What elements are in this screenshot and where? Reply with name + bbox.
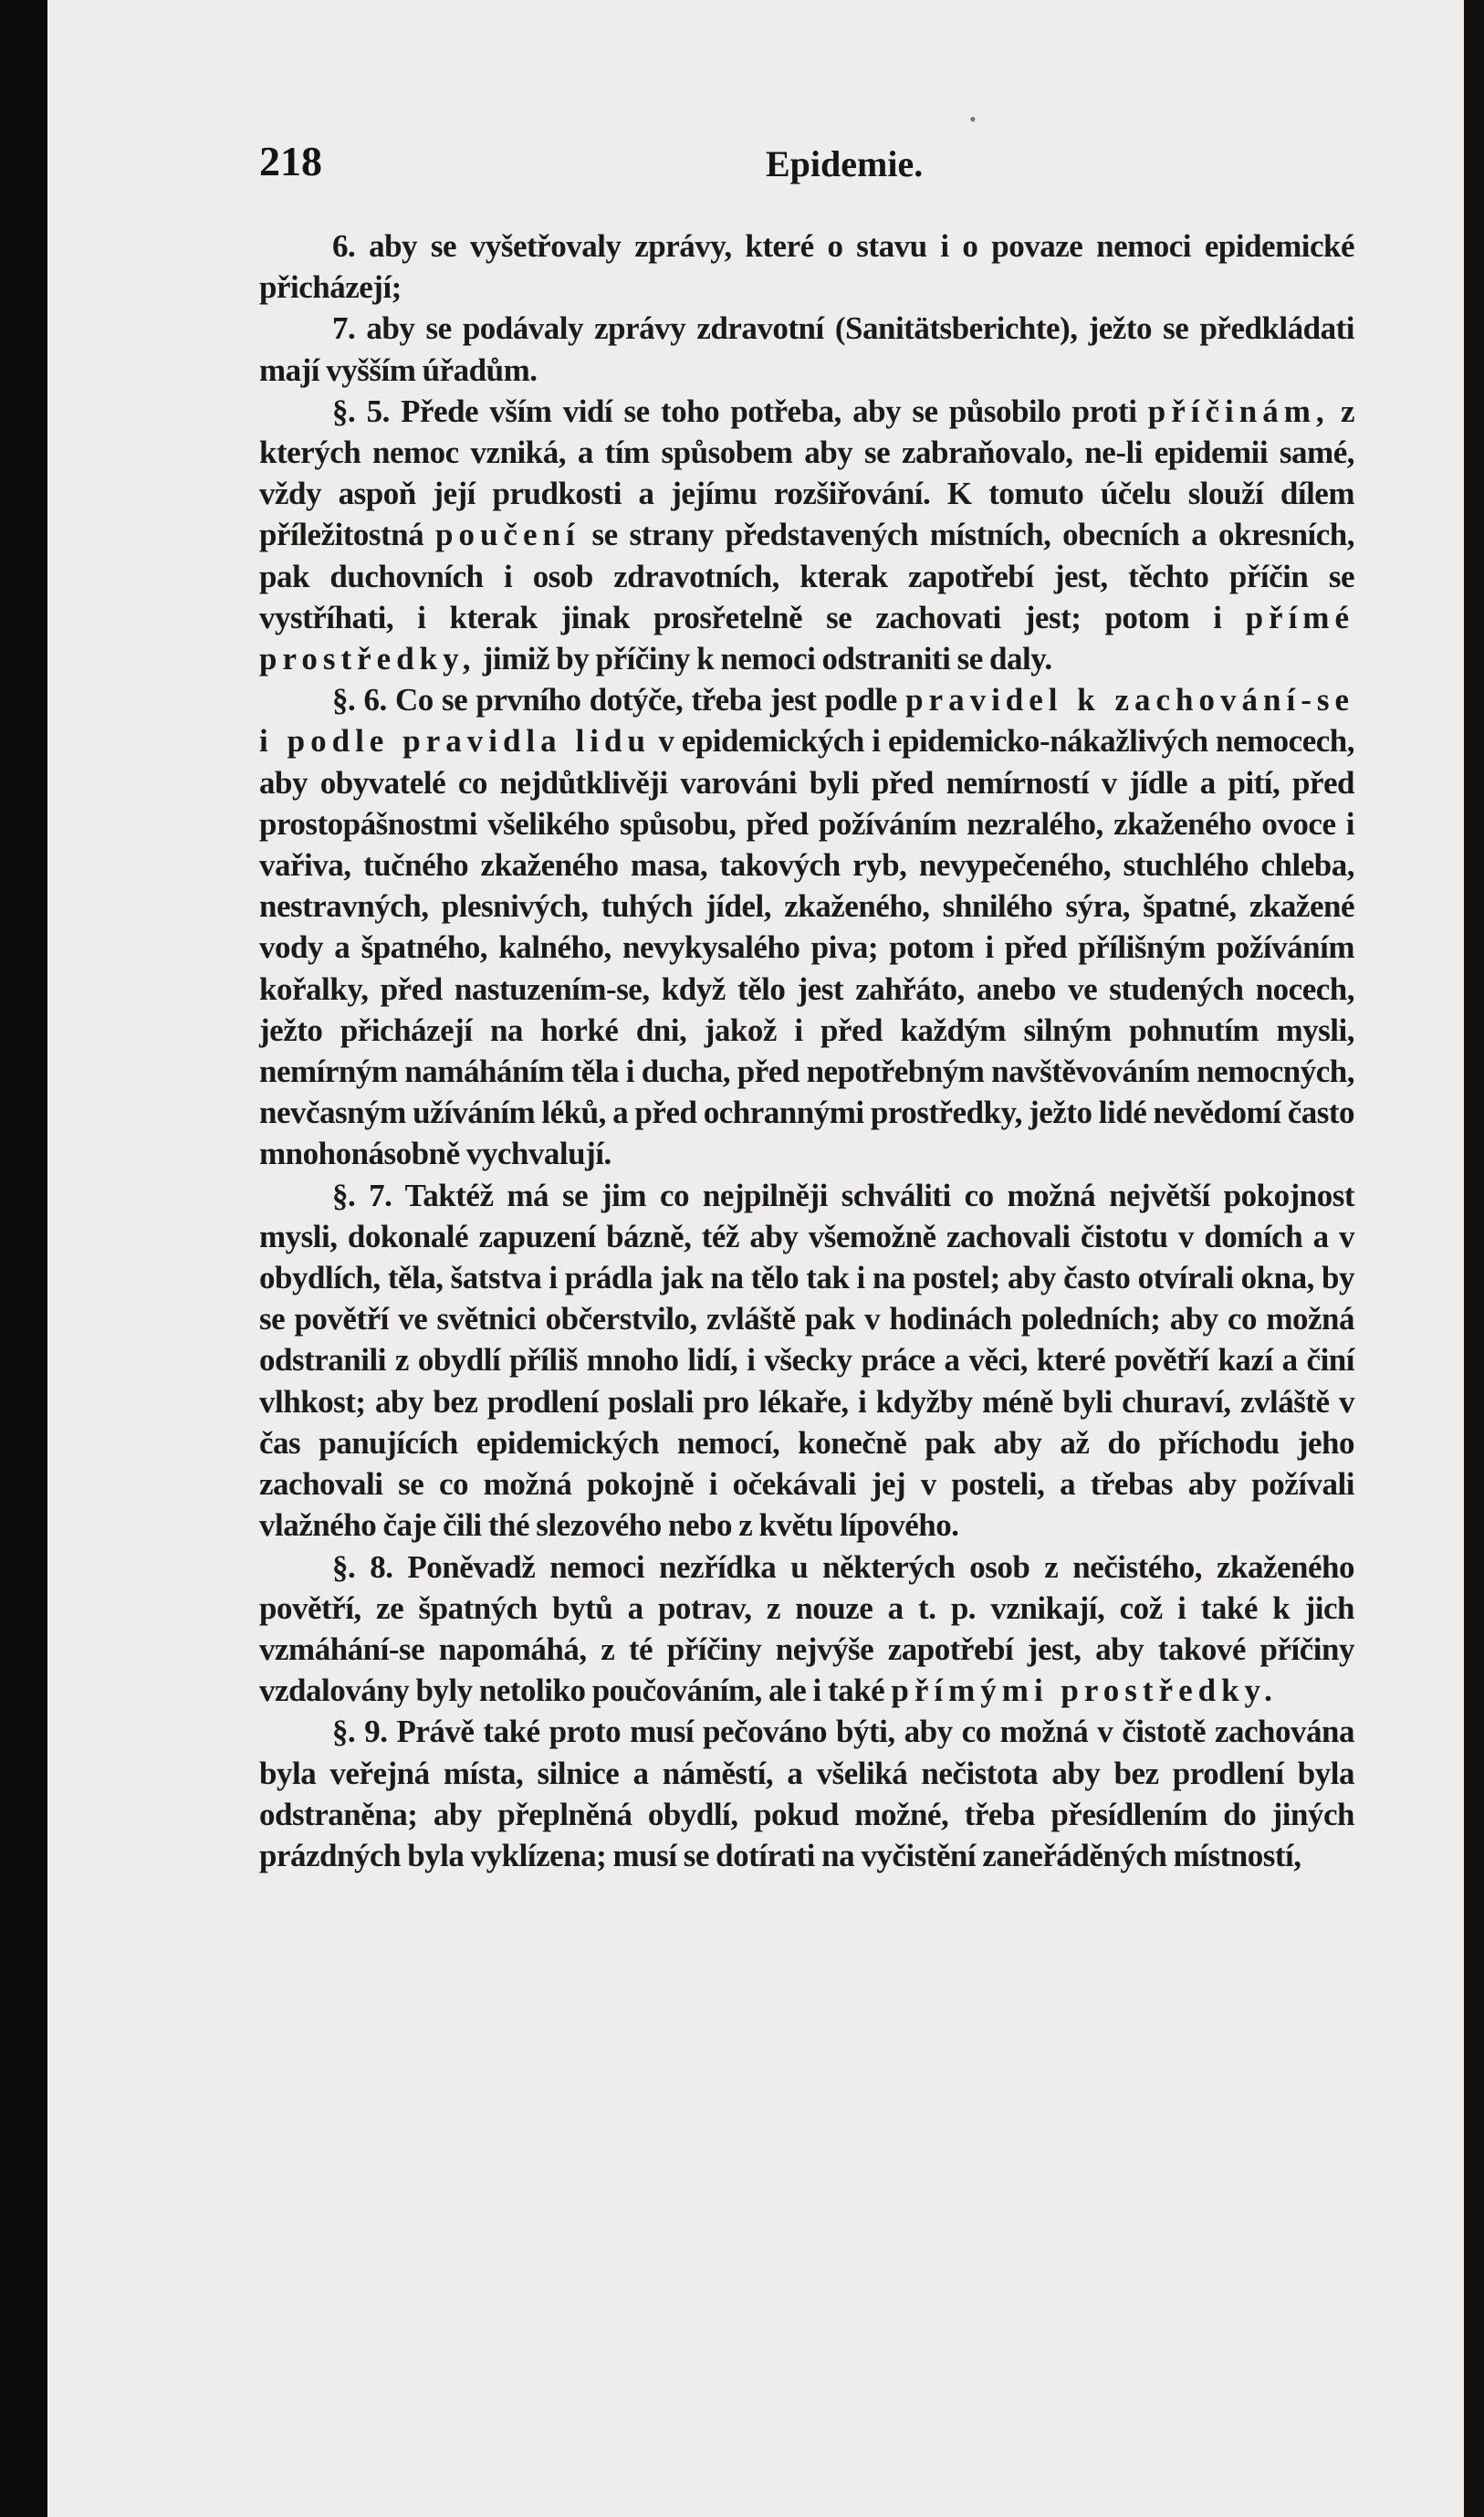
emphasis-prime-prostredky: přímé prostředky, [259,599,1354,677]
paragraph-6: 6. aby se vyšetřovaly zprávy, které o stavu i o povaze nemoci epidemické přicházejí; [259,228,1354,306]
scan-border-right [1464,0,1484,2517]
paragraph-section-7: §. 7. Taktéž má se jim co nejpilněji schváliti co možná největší pokojnost mysli, dokonalé zapuzení bázně, též aby všemožně zachovali čistotu v domích a v obydlích, těla, šatstva i prádla jak na tělo tak i na postel; aby často otvírali okna, by se povětří ve světnici občerstvilo, zvláště pak v hodinách poledních; aby co možná odstranili z obydlí příliš mnoho lidí, i všecky práce a věci, které povětří kazí a činí vlhkost; aby bez prodlení poslali pro lékaře, i kdyžby méně byli churaví, zvláště v čas panujících epidemických nemocí, konečně pak aby až do příchodu jeho zachovali se co možná pokojně i očekávali jej v posteli, a třebas aby požívali vlažného čaje čili thé slezového nebo z květu lípového. [259,1177,1354,1544]
body-text [259,225,1354,1876]
page-number: 218 [259,138,322,184]
paragraph-7: 7. aby se podávaly zprávy zdravotní (Sanitätsberichte), ježto se předkládati mají vyšším úřadům. [259,310,1354,388]
paragraph-section-8: §. 8. Poněvadž nemoci nezřídka u některých osob z nečistého, zkaženého povětří, ze špatných bytů a potrav, z nouze a t. p. vznikají, což i také k jich vzmáhání-se napomáhá, z té příčiny nejvýše zapotřebí jest, aby takové příčiny vzdalovány byly netoliko poučováním, ale i také přímými prostředky. [259,1548,1354,1709]
paragraph-section-5: §. 5. Přede vším vidí se toho potřeba, aby se působilo proti příčinám, z kterých nemoc vzniká, a tím spůsobem aby se zabraňovalo, ne-li epidemii samé, vždy aspoň její prudkosti a jejímu rozšiřování. K tomuto účelu slouží dílem příležitostná poučení se strany představených místních, obecních a okresních, pak duchovních i osob zdravotních, kterak zapotřebí jest, těchto příčin se vystříhati, i kterak jinak prosřetelně se zachovati jest; potom i přímé prostředky, jimiž by příčiny k nemoci odstraniti se daly. [259,393,1355,677]
emphasis-primymi-prostredky: přímými prostředky. [891,1673,1278,1709]
paragraph-section-6: §. 6. Co se prvního dotýče, třeba jest podle pravidel k zachování-se i podle pravidla lidu v epidemických i epidemicko-nákažlivých nemocech, aby obyvatelé co nejdůtklivěji varováni byli před nemírností v jídle a pití, před prostopášnostmi všelikého spůsobu, před požíváním nezralého, zkaženého ovoce i vařiva, tučného zkaženého masa, takových ryb, nevypečeného, stuchlého chleba, nestravných, plesnivých, tuhých jídel, zkaženého, shnilého sýra, špatné, zkažené vody a špatného, kalného, nevykysalého piva; potom i před přílišným požíváním kořalky, před nastuzením-se, když tělo jest zahřáto, anebo ve studených nocech, ježto přicházejí na horké dni, jakož i před každým silným pohnutím mysli, nemírným namáháním těla i ducha, před nepotřebným navštěvováním nemocných, nevčasným užíváním léků, a před ochrannými prostředky, ježto lidé nevědomí často mnohonásobně vychvalují. [259,682,1355,1172]
scan-border-left [0,0,47,2517]
emphasis-pravidel: pravidel k zachování-se i podle pravidla lidu [259,682,1355,760]
page-header [259,137,1354,192]
book-page [47,0,1464,2517]
paragraph-section-9: §. 9. Právě také proto musí pečováno býti, aby co možná v čistotě zachována byla veřejná místa, silnice a náměstí, a všeliká nečistota aby bez prodlení byla odstraněna; aby přeplněná obydlí, pokud možné, třeba přesídlením do jiných prázdných byla vyklízena; musí se dotírati na vyčistění zaneřáděných místností, [259,1714,1354,1873]
running-head: Epidemie. [766,143,924,184]
emphasis-pricinam: příčinám, [1147,393,1330,429]
emphasis-pouceni: poučení [434,517,580,553]
speck-mark: • [969,108,977,131]
